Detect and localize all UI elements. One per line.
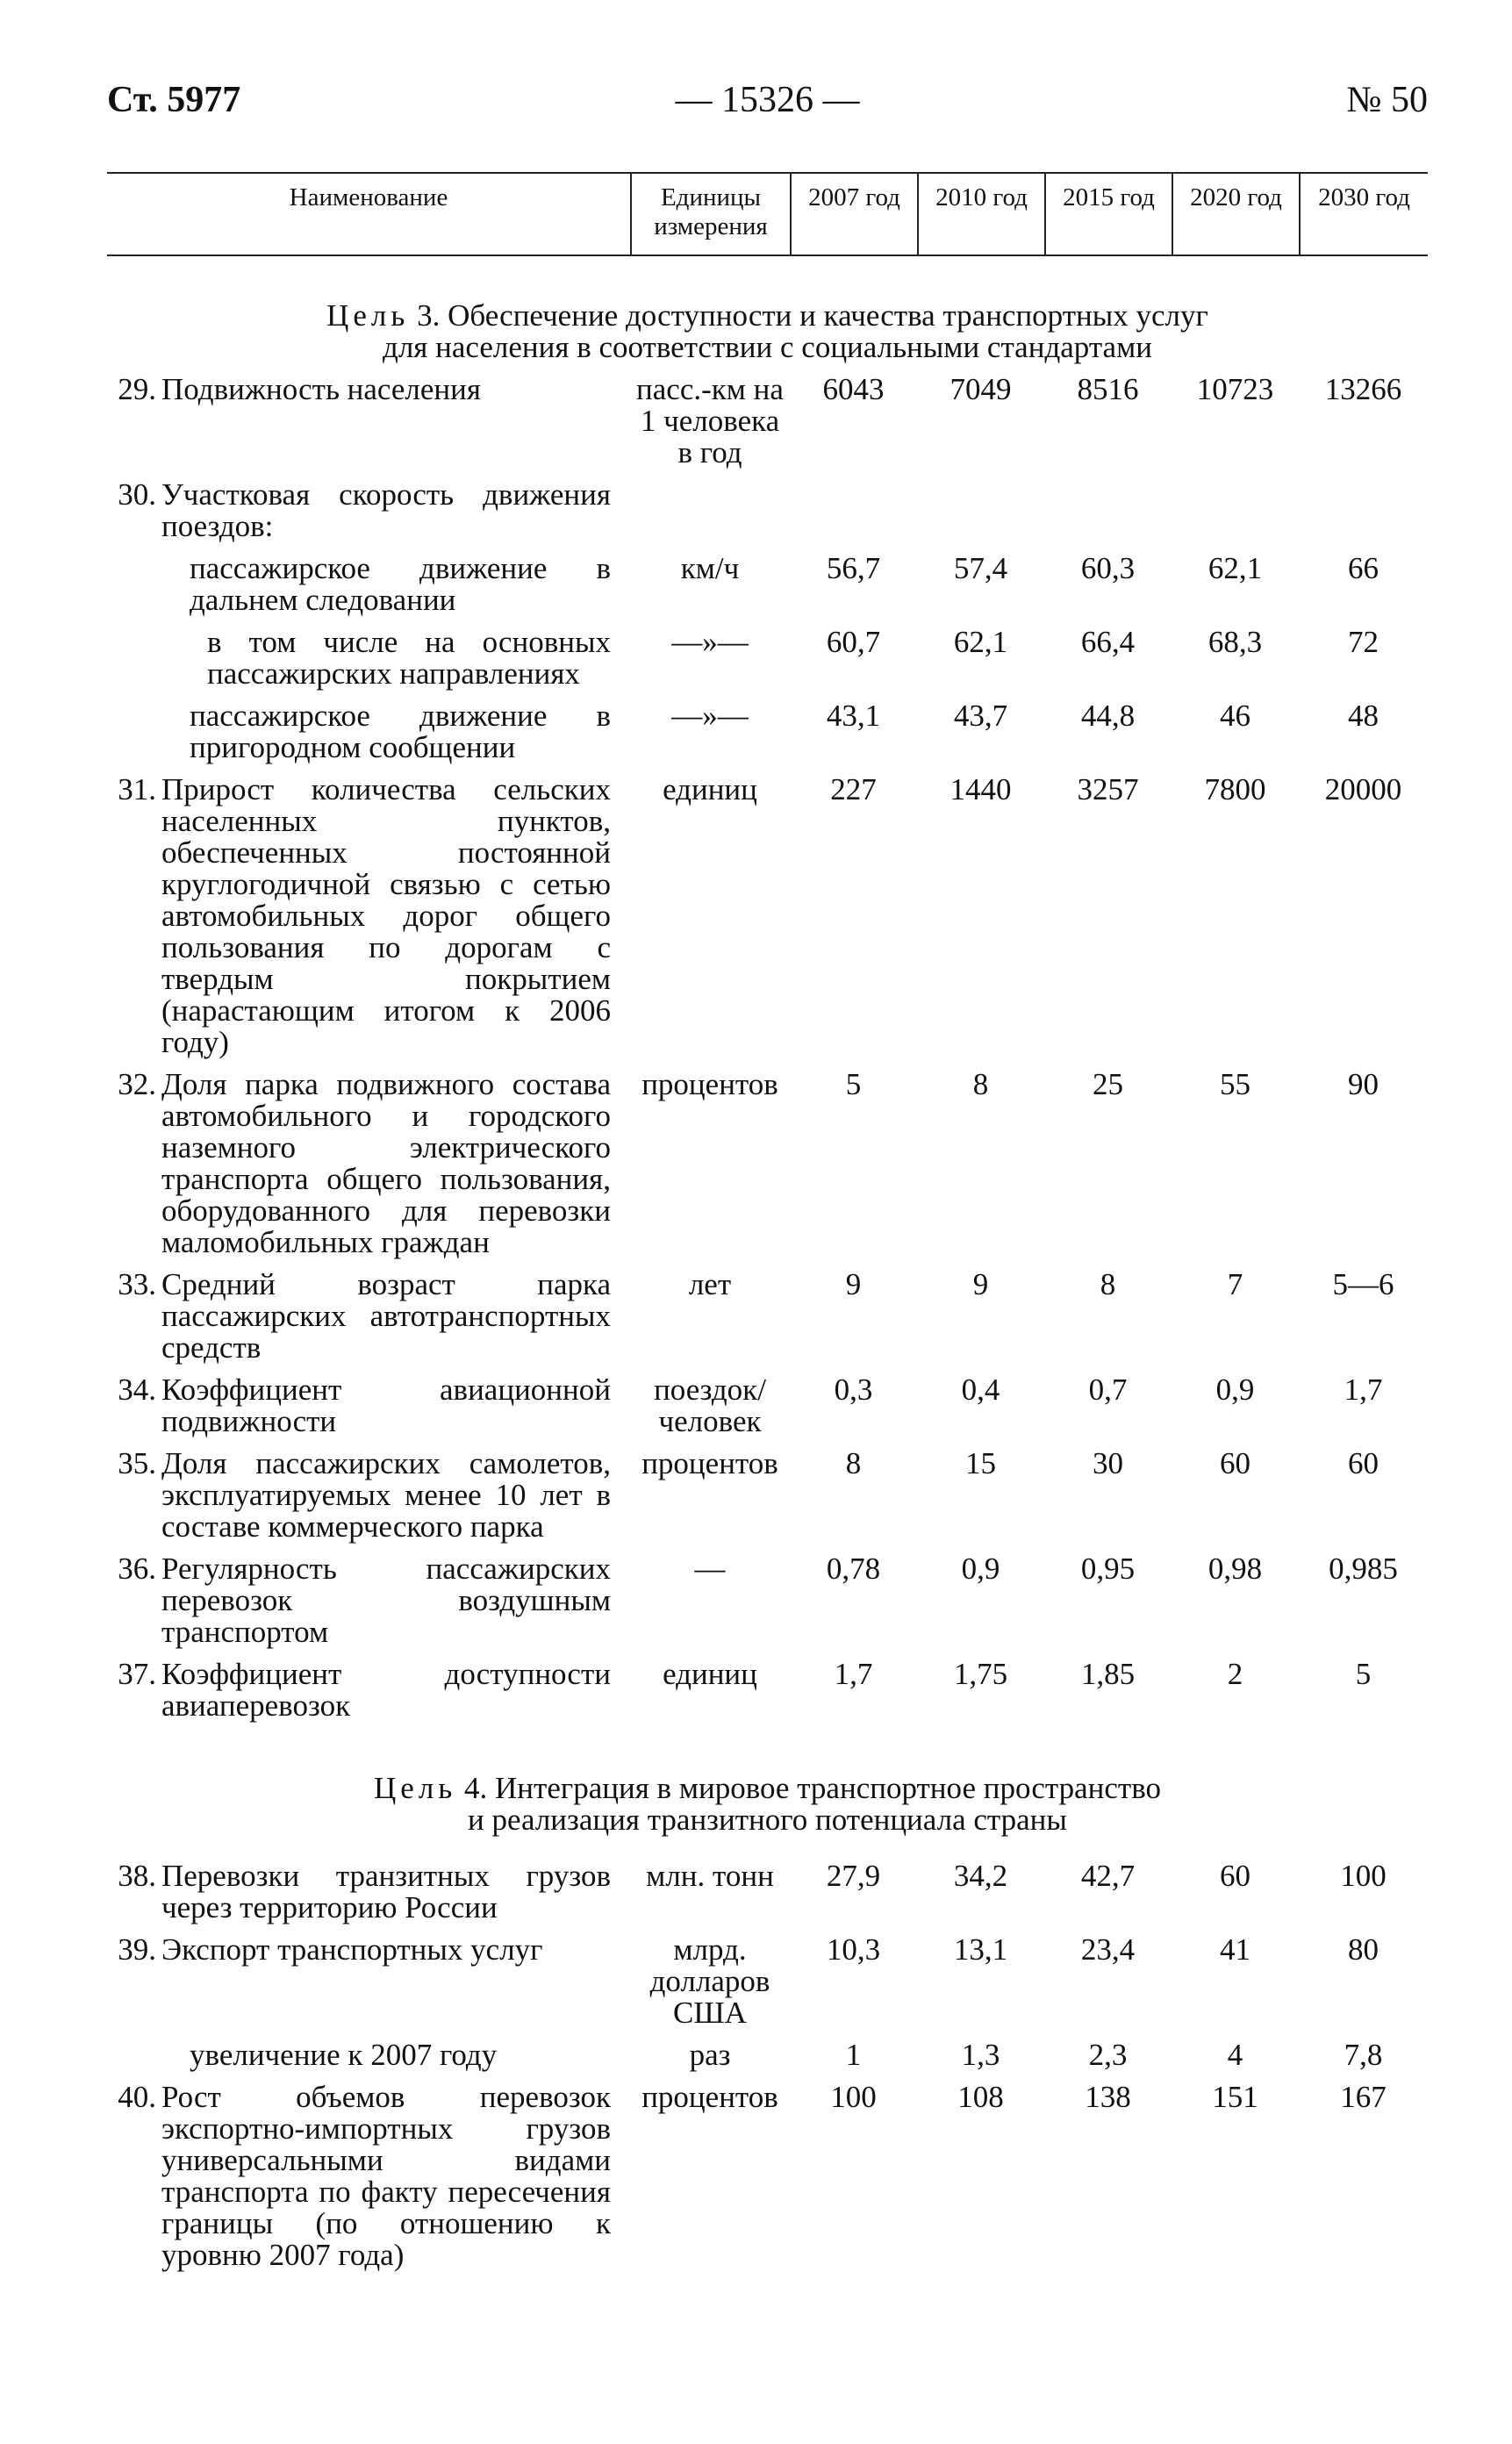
row-value: 43,1 xyxy=(826,699,881,733)
row-unit xyxy=(630,479,790,542)
row-name: Экспорт транспортных услуг xyxy=(161,1932,543,1967)
row-value: 43,7 xyxy=(953,699,1008,733)
row-value: 2,3 xyxy=(1088,2038,1128,2072)
row-number: 39. xyxy=(118,1932,156,1967)
row-name: Регулярность пассажирских перевозок воздушным транспортом xyxy=(161,1552,611,1649)
row-value: 0,95 xyxy=(1080,1552,1136,1586)
row-value: 42,7 xyxy=(1080,1859,1136,1893)
row-number: 36. xyxy=(118,1552,156,1586)
row-name: Подвижность населения xyxy=(161,372,481,406)
row-number: 34. xyxy=(118,1373,156,1407)
row-name: Прирост количества сельских населенных пунктов, обеспеченных постоянной круглогодичной связью с сетью автомобильных дорог общего пользования по дорогам с твердым покрытием (нарастающим итогом к 2006 году) xyxy=(161,772,611,1059)
row-value: 60,3 xyxy=(1080,551,1136,585)
row-value: 80 xyxy=(1348,1932,1379,1967)
table-row xyxy=(107,1448,1428,1543)
row-value: 0,3 xyxy=(834,1373,873,1407)
row-value: 227 xyxy=(830,772,877,806)
goal3-line2: для населения в соответствии с социальными стандартами xyxy=(383,330,1152,364)
row-value: 56,7 xyxy=(826,551,881,585)
goal3-line1: 3. Обеспечение доступности и качества транспортных услуг xyxy=(409,298,1208,333)
row-value: 4 xyxy=(1227,2038,1243,2072)
goal4-table-body xyxy=(107,1860,1428,2271)
row-value: 1,85 xyxy=(1080,1657,1136,1691)
table-header xyxy=(107,172,1428,256)
col-year-header: 2015 год xyxy=(1044,174,1172,254)
row-value: 34,2 xyxy=(953,1859,1008,1893)
goal3-table-body xyxy=(107,374,1428,1722)
unit-header-line2: измерения xyxy=(654,212,768,240)
table-row xyxy=(107,2082,1428,2271)
table-row xyxy=(107,2039,1428,2071)
row-name: Средний возраст парка пассажирских автотранспортных средств xyxy=(161,1267,611,1365)
row-value: 60 xyxy=(1220,1446,1250,1480)
row-value: 10,3 xyxy=(826,1932,881,1967)
row-value: 0,78 xyxy=(826,1552,881,1586)
row-name: увеличение к 2007 году xyxy=(190,2038,498,2072)
row-value: 62,1 xyxy=(1207,551,1263,585)
row-value: 10723 xyxy=(1196,372,1274,406)
table-row xyxy=(107,1860,1428,1924)
row-unit: млрд. долларов США xyxy=(649,1932,770,2030)
row-unit: пасс.-км на 1 человека в год xyxy=(636,372,784,469)
row-value: 0,4 xyxy=(961,1373,1000,1407)
row-value: 100 xyxy=(830,2080,877,2114)
row-value: 55 xyxy=(1220,1067,1250,1101)
table-row xyxy=(107,1553,1428,1648)
row-unit: млн. тонн xyxy=(646,1859,774,1893)
row-value: 108 xyxy=(957,2080,1004,2114)
row-value: 7800 xyxy=(1204,772,1266,806)
row-value: 7049 xyxy=(949,372,1012,406)
table-row xyxy=(107,374,1428,469)
row-value: 62,1 xyxy=(953,625,1008,659)
unit-header-line1: Единицы xyxy=(660,183,762,211)
row-value: 1440 xyxy=(949,772,1012,806)
table-row xyxy=(107,553,1428,616)
col-unit-header xyxy=(630,174,790,254)
row-unit: процентов xyxy=(641,2080,778,2114)
table-row xyxy=(107,1374,1428,1437)
row-value: 8 xyxy=(1100,1267,1116,1301)
table-row xyxy=(107,1269,1428,1364)
row-value: 66,4 xyxy=(1080,625,1136,659)
row-unit: —»— xyxy=(671,699,749,733)
row-value: 7,8 xyxy=(1344,2038,1383,2072)
row-value: 100 xyxy=(1340,1859,1387,1893)
row-number: 35. xyxy=(118,1446,156,1480)
row-value: 151 xyxy=(1212,2080,1258,2114)
row-number: 38. xyxy=(118,1859,156,1893)
row-value: 0,9 xyxy=(961,1552,1000,1586)
row-value: 8 xyxy=(845,1446,862,1480)
row-value xyxy=(1299,479,1428,542)
section-heading-goal3 xyxy=(107,300,1428,363)
table-row xyxy=(107,1934,1428,2029)
row-value: 41 xyxy=(1220,1932,1250,1967)
col-year-header: 2030 год xyxy=(1299,174,1428,254)
row-value: 5 xyxy=(845,1067,862,1101)
goal3-prefix: Цель xyxy=(326,298,410,333)
row-value: 5 xyxy=(1355,1657,1372,1691)
row-value: 57,4 xyxy=(953,551,1008,585)
row-value: 68,3 xyxy=(1207,625,1263,659)
row-number: 37. xyxy=(118,1657,156,1691)
row-value: 1,75 xyxy=(953,1657,1008,1691)
row-unit: раз xyxy=(689,2038,731,2072)
col-name-header: Наименование xyxy=(289,183,448,211)
row-value xyxy=(1172,479,1299,542)
row-unit: процентов xyxy=(641,1067,778,1101)
col-year-header: 2010 год xyxy=(917,174,1044,254)
table-row xyxy=(107,774,1428,1058)
row-value: 27,9 xyxy=(826,1859,881,1893)
row-value xyxy=(1044,479,1172,542)
row-value: 66 xyxy=(1348,551,1379,585)
row-name: Доля пассажирских самолетов, эксплуатируемых менее 10 лет в составе коммерческого парка xyxy=(161,1446,611,1544)
page-header xyxy=(107,79,1428,132)
row-number xyxy=(107,2039,161,2071)
table-row xyxy=(107,479,1428,542)
row-number: 31. xyxy=(118,772,156,806)
row-number xyxy=(107,700,161,763)
row-unit: единиц xyxy=(663,1657,757,1691)
row-number: 32. xyxy=(118,1067,156,1101)
row-name: Рост объемов перевозок экспортно-импортных грузов универсальными видами транспорта по факту пересечения границы (по отношению к уровню 2007 года) xyxy=(161,2080,611,2272)
row-number: 29. xyxy=(118,372,156,406)
row-value xyxy=(917,479,1044,542)
row-value: 23,4 xyxy=(1080,1932,1136,1967)
row-value: 0,7 xyxy=(1088,1373,1128,1407)
row-number: 33. xyxy=(118,1267,156,1301)
goal4-line1: 4. Интеграция в мировое транспортное пространство xyxy=(456,1771,1161,1805)
row-number: 40. xyxy=(118,2080,156,2114)
row-name: Доля парка подвижного состава автомобильного и городского наземного электрического транспорта общего пользования, оборудованного для перевозки маломобильных граждан xyxy=(161,1067,611,1259)
row-unit: единиц xyxy=(663,772,757,806)
row-name: Коэффициент доступности авиаперевозок xyxy=(161,1657,611,1723)
row-value: 48 xyxy=(1348,699,1379,733)
article-number: Ст. 5977 xyxy=(107,80,241,120)
row-unit: — xyxy=(694,1552,726,1586)
goal4-prefix: Цель xyxy=(374,1771,457,1805)
row-name: пассажирское движение в пригородном сообщении xyxy=(190,699,611,764)
row-value xyxy=(790,479,917,542)
row-value: 60 xyxy=(1220,1859,1250,1893)
row-value: 13266 xyxy=(1324,372,1402,406)
row-value: 138 xyxy=(1085,2080,1131,2114)
col-year-header: 2020 год xyxy=(1172,174,1299,254)
row-value: 20000 xyxy=(1324,772,1402,806)
row-value: 9 xyxy=(972,1267,989,1301)
row-value: 15 xyxy=(965,1446,996,1480)
row-number xyxy=(107,627,161,690)
row-value: 44,8 xyxy=(1080,699,1136,733)
row-value: 46 xyxy=(1220,699,1250,733)
row-value: 60 xyxy=(1348,1446,1379,1480)
goal4-line2: и реализация транзитного потенциала страны xyxy=(468,1803,1067,1837)
page-number: — 15326 — xyxy=(675,80,860,120)
table-row xyxy=(107,627,1428,690)
row-unit: км/ч xyxy=(680,551,740,585)
row-value: 30 xyxy=(1093,1446,1123,1480)
table-row xyxy=(107,1659,1428,1722)
row-value: 3257 xyxy=(1077,772,1139,806)
row-name: в том числе на основных пассажирских направлениях xyxy=(207,625,611,691)
row-value: 0,98 xyxy=(1207,1552,1263,1586)
section-heading-goal4 xyxy=(107,1773,1428,1836)
row-value: 7 xyxy=(1227,1267,1243,1301)
row-unit: процентов xyxy=(641,1446,778,1480)
row-value: 9 xyxy=(845,1267,862,1301)
document-page xyxy=(107,79,1428,2282)
row-unit: поездок/ человек xyxy=(654,1373,766,1438)
row-name: пассажирское движение в дальнем следовании xyxy=(190,551,611,617)
table-row xyxy=(107,1069,1428,1258)
issue-number: № 50 xyxy=(1346,80,1428,120)
row-value: 1,3 xyxy=(961,2038,1000,2072)
row-value: 0,9 xyxy=(1215,1373,1255,1407)
row-name: Перевозки транзитных грузов через территорию России xyxy=(161,1859,611,1924)
row-value: 167 xyxy=(1340,2080,1387,2114)
row-number: 30. xyxy=(118,477,156,512)
row-value: 60,7 xyxy=(826,625,881,659)
row-number xyxy=(107,553,161,616)
row-value: 6043 xyxy=(822,372,885,406)
table-row xyxy=(107,700,1428,763)
row-value: 1,7 xyxy=(834,1657,873,1691)
row-value: 90 xyxy=(1348,1067,1379,1101)
row-value: 8 xyxy=(972,1067,989,1101)
row-name: Коэффициент авиационной подвижности xyxy=(161,1373,611,1438)
row-value: 8516 xyxy=(1077,372,1139,406)
row-value: 13,1 xyxy=(953,1932,1008,1967)
row-value: 2 xyxy=(1227,1657,1243,1691)
row-value: 25 xyxy=(1093,1067,1123,1101)
row-name: Участковая скорость движения поездов: xyxy=(161,477,611,543)
row-value: 5—6 xyxy=(1332,1267,1394,1301)
col-year-header: 2007 год xyxy=(790,174,917,254)
row-value: 0,985 xyxy=(1329,1552,1398,1586)
row-unit: лет xyxy=(688,1267,732,1301)
row-value: 1,7 xyxy=(1344,1373,1383,1407)
row-value: 72 xyxy=(1348,625,1379,659)
row-value: 1 xyxy=(845,2038,862,2072)
row-unit: —»— xyxy=(671,625,749,659)
